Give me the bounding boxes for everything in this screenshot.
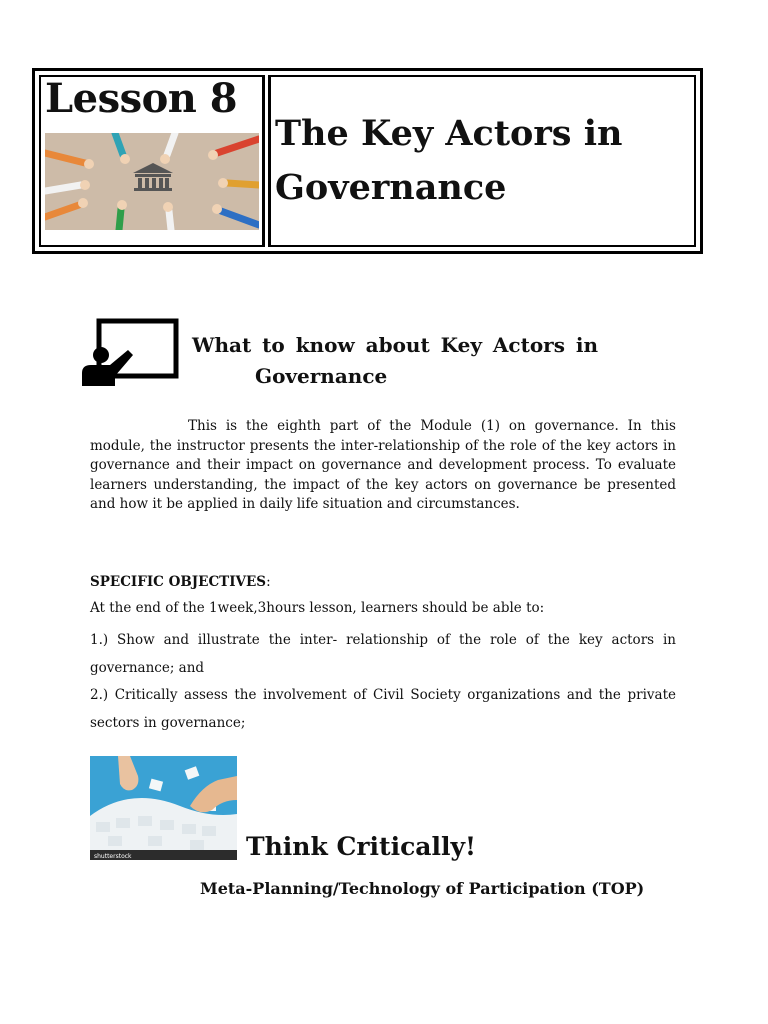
lesson-header-box	[32, 68, 703, 254]
lesson-number: Lesson 8	[45, 75, 238, 122]
objectives-list	[90, 627, 676, 737]
activity-subtitle: Meta-Planning/Technology of Participation (TOP)	[200, 879, 645, 898]
intro-paragraph	[90, 417, 676, 515]
section-heading	[192, 330, 678, 392]
objective-item: 2.) Critically assess the involvement of Civil Society organizations and the private sectors in governance;	[90, 687, 676, 731]
section-heading-line1: What to know about Key Actors in	[192, 333, 599, 357]
governance-image	[45, 133, 259, 230]
lesson-title: The Key Actors in Governance	[275, 113, 623, 208]
image-watermark: shutterstock	[94, 853, 132, 860]
section-heading-line2: Governance	[255, 364, 388, 388]
header-divider	[262, 75, 271, 247]
objectives-heading-text: SPECIFIC OBJECTIVES	[90, 574, 267, 590]
objectives-colon: :	[266, 574, 271, 590]
puzzle-image	[90, 756, 237, 860]
teacher-presentation-icon	[80, 318, 180, 388]
objectives-lead: At the end of the 1week,3hours lesson, learners should be able to:	[90, 600, 545, 616]
activity-title: Think Critically!	[246, 832, 477, 861]
intro-text: This is the eighth part of the Module (1) on governance. In this module, the instructor presents the inter-relationship of the role of the key actors in governance and their impact on governance and development process. To evaluate learners understanding, the impact of the key actors on governance be presented and how it be applied in daily life situation and circumstances.	[90, 418, 676, 513]
objectives-heading	[90, 574, 271, 590]
objective-item: 1.) Show and illustrate the inter- relationship of the role of the key actors in governance; and	[90, 632, 676, 676]
